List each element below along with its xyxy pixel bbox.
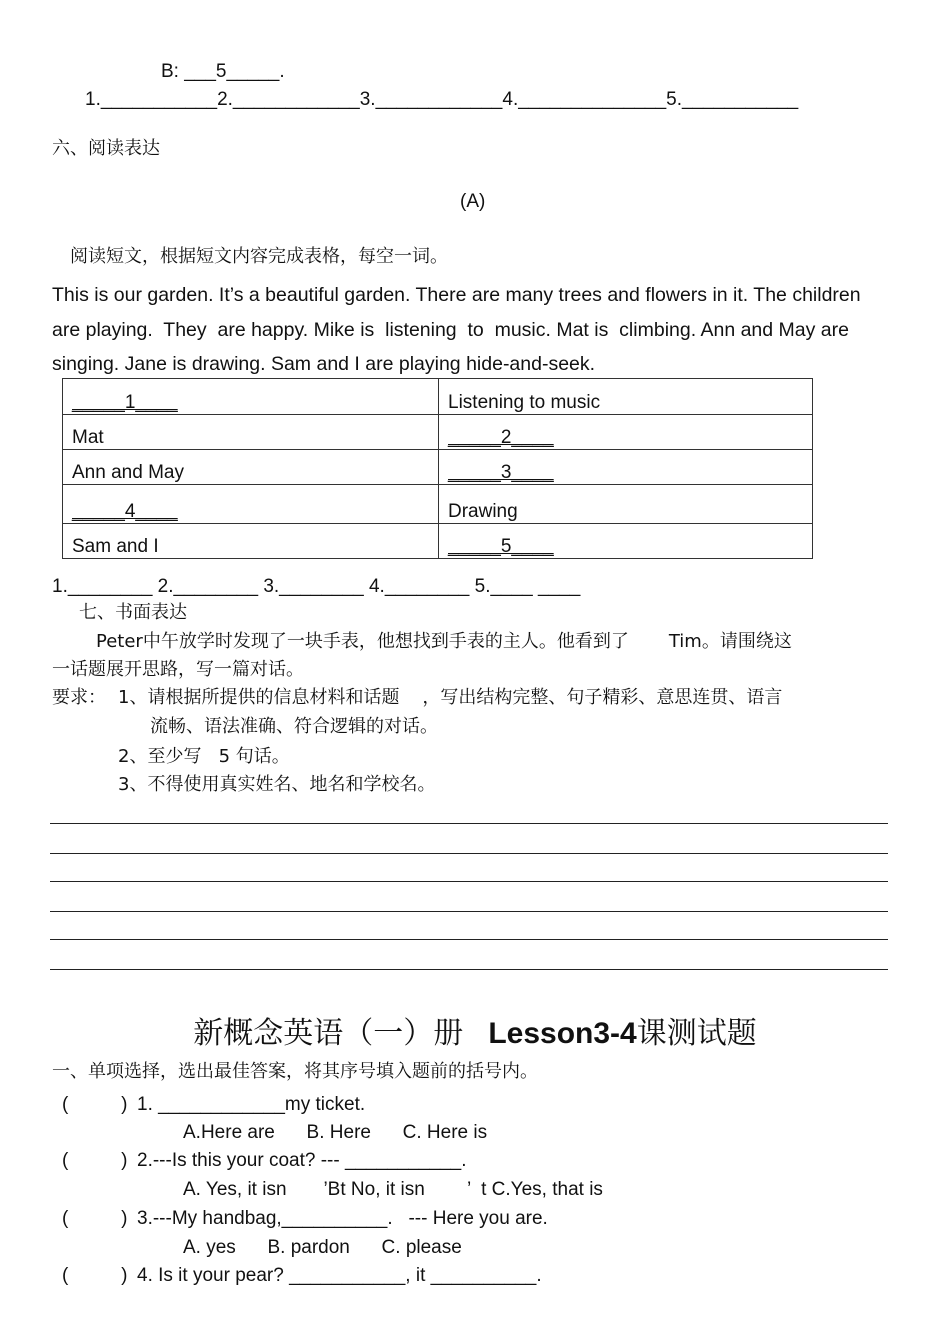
blank-5: _____5____ (448, 536, 554, 557)
question-stem: 1. ____________my ticket. (137, 1094, 366, 1115)
passage-line: are playing. They are happy. Mike is listening to music. Mat is climbing. Ann and May are (52, 319, 849, 341)
part-label: (A) (460, 191, 486, 212)
table-row (63, 485, 813, 524)
b-answer-line: B: ___5_____. (161, 61, 285, 82)
requirement-3: 3、不得使用真实姓名、地名和学校名。 (118, 774, 436, 795)
table-row (63, 415, 813, 450)
table-row (63, 379, 813, 415)
writing-line[interactable] (50, 969, 888, 970)
answer-paren[interactable]: ( ) (62, 1094, 128, 1115)
table-cell: Mat (63, 415, 439, 450)
answer-paren[interactable]: ( ) (62, 1208, 128, 1229)
table-cell: Sam and I (63, 524, 439, 559)
answer-paren[interactable]: ( ) (62, 1150, 128, 1171)
blank-4: _____4____ (72, 501, 178, 522)
reading-instruction: 阅读短文，根据短文内容完成表格，每空一词。 (70, 246, 448, 267)
requirements-label: 要求： (52, 687, 106, 708)
table-cell: Ann and May (63, 450, 439, 485)
table-cell: Drawing (439, 485, 813, 524)
question-options: A. yes B. pardon C. please (183, 1237, 462, 1258)
blank-2: _____2____ (448, 427, 554, 448)
table-cell (63, 379, 439, 415)
writing-line[interactable] (50, 823, 888, 824)
table-row (63, 524, 813, 559)
requirement-1-cont: 流畅、语法准确、符合逻辑的对话。 (150, 716, 438, 737)
writing-line[interactable] (50, 853, 888, 854)
question-options: A.Here are B. Here C. Here is (183, 1122, 488, 1143)
title-cn: 新概念英语（一）册 (193, 1016, 464, 1051)
table-cell (63, 485, 439, 524)
writing-prompt: Peter中午放学时发现了一块手表，他想找到手表的主人。他看到了 Tim。请围绕这 (96, 631, 792, 652)
answer-blanks-top: 1.___________2.____________3.____________4.______________5.___________ (85, 89, 799, 110)
reading-table (62, 378, 813, 559)
question-stem: 4. Is it your pear? ___________, it __________. (137, 1265, 542, 1286)
question-stem: 3.---My handbag,__________. --- Here you are. (137, 1208, 548, 1229)
section6-heading: 六、阅读表达 (52, 138, 160, 159)
answer-paren[interactable]: ( ) (62, 1265, 128, 1286)
table-cell (439, 415, 813, 450)
requirement-2: 2、至少写 5 句话。 (118, 746, 290, 767)
table-row (63, 450, 813, 485)
table-cell (439, 450, 813, 485)
answer-blanks-reading: 1.________ 2.________ 3.________ 4.________ 5.____ ____ (52, 576, 581, 597)
section7-heading: 七、书面表达 (79, 602, 187, 623)
writing-prompt: 一话题展开思路，写一篇对话。 (52, 659, 304, 680)
page-title (0, 1008, 950, 1052)
blank-3: _____3____ (448, 462, 554, 483)
section1-heading: 一、单项选择，选出最佳答案，将其序号填入题前的括号内。 (52, 1061, 538, 1082)
passage-line: singing. Jane is drawing. Sam and I are playing hide-and-seek. (52, 353, 596, 375)
table-cell (439, 524, 813, 559)
title-lesson: Lesson3-4 (488, 1017, 637, 1050)
question-options: A. Yes, it isn ’Bt No, it isn ’ t C.Yes, that is (183, 1179, 603, 1200)
writing-line[interactable] (50, 939, 888, 940)
question-stem: 2.---Is this your coat? --- ___________. (137, 1150, 467, 1171)
table-cell: Listening to music (439, 379, 813, 415)
writing-line[interactable] (50, 881, 888, 882)
requirement-1: 1、请根据所提供的信息材料和话题 ，写出结构完整、句子精彩、意思连贯、语言 (118, 687, 783, 708)
title-suffix: 课测试题 (636, 1016, 757, 1051)
writing-line[interactable] (50, 911, 888, 912)
blank-1: _____1____ (72, 392, 178, 413)
passage-line: This is our garden. It’s a beautiful garden. There are many trees and flowers in it. The children (52, 284, 861, 306)
